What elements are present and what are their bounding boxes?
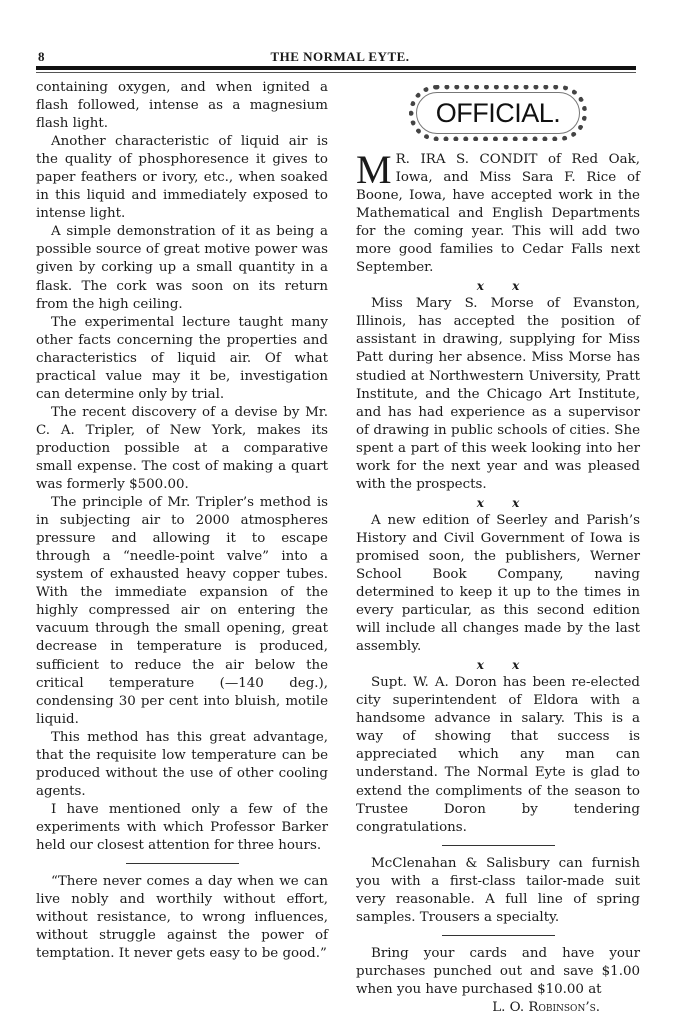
official-ornament-frame	[409, 85, 587, 141]
paragraph: The recent discovery of a devise by Mr. C. A. Tripler, of New York, makes its production possible at a comparative small expense. The cost of making a quart was formerly $500.00.	[36, 404, 328, 493]
running-title: THE NORMAL EYTE.	[270, 49, 410, 64]
paragraph: I have mentioned only a few of the experiments with which Professor Barker held our closest attention for three hours.	[36, 801, 328, 853]
paragraph: A new edition of Seerley and Parish’s History and Civil Government of Iowa is promised soon, the publishers, Werner School Book Company, naving determined to keep it up to the times in every particular, as this second edition will include all changes made by the last assembly.	[356, 512, 640, 655]
paragraph: Supt. W. A. Doron has been re-elected city superintendent of Eldora with a handsome advance in salary. This is a way of showing that success is appreciated which any man can understand. The Normal Eyte is glad to extend the compliments of the season to Trustee Doron by tendering congratulations.	[356, 675, 640, 835]
section-separator: x x	[476, 495, 532, 510]
drop-cap: M	[356, 147, 392, 192]
paragraph: containing oxygen, and when ignited a flash followed, intense as a magnesium flash light.	[36, 80, 328, 132]
ad-signature: L. O. Robinson’s.	[492, 999, 600, 1015]
header-rule-thick	[36, 66, 636, 70]
paragraph: The experimental lecture taught many other facts concerning the properties and characteristics of liquid air. Of what practical value may it be, investigation can determine only by trial.	[36, 314, 328, 402]
header-rule-thin	[36, 72, 636, 73]
section-divider	[442, 845, 555, 846]
paragraph-text: R. IRA S. CONDIT of Red Oak, Iowa, and Miss Sara F. Rice of Boone, Iowa, have accepted work in the Mathematical and English Departments for the coming year. This will add two more good families to Cedar Falls next September.	[356, 152, 640, 276]
page-number: 8	[38, 49, 45, 64]
ad-paragraph: McClenahan & Salisbury can furnish you with a first-class tailor-made suit very reasonable. A full line of spring samples. Trousers a specialty.	[356, 855, 640, 925]
section-separator: x x	[476, 658, 532, 673]
section-separator: x x	[476, 279, 532, 294]
section-divider	[442, 935, 555, 936]
paragraph: This method has this great advantage, that the requisite low temperature can be produced without the use of other cooling agents.	[36, 729, 328, 799]
section-divider	[126, 863, 239, 864]
paragraph: Another characteristic of liquid air is the quality of phosphoresence it gives to paper feathers or ivory, etc., when soaked in this liquid and immediately exposed to intense light.	[36, 134, 328, 222]
section-title: OFFICIAL.	[435, 97, 561, 128]
left-column	[36, 79, 328, 963]
paragraph: Miss Mary S. Morse of Evanston, Illinois, has accepted the position of assistant in drawing, supplying for Miss Patt during her absence. Miss Morse has studied at Northwestern University, Pratt Institute, and the Chicago Art Institute, and has had experience as a supervisor of drawing in public schools of cities. She spent a part of this week looking into her work for the next year and was pleased with the prospects.	[356, 296, 640, 492]
paragraph: A simple demonstration of it as being a possible source of great motive power was given by corking up a small quantity in a flask. The cork was soon on its return from the high ceiling.	[36, 224, 328, 312]
paragraph-dropcap	[356, 147, 640, 277]
right-column	[356, 79, 640, 1017]
ad-paragraph: Bring your cards and have your purchases punched out and save $1.00 when you have purchased $10.00 at	[356, 945, 640, 997]
quote-paragraph: “There never comes a day when we can live nobly and worthily without effort, without resistance, to wrong influences, without struggle against the power of temptation. It never gets easy to be good.”	[36, 874, 328, 962]
paragraph: The principle of Mr. Tripler’s method is in subjecting air to 2000 atmospheres pressure and allowing it to escape through a “needle-point valve” into a system of exhausted heavy copper tubes. With the immediate expansion of the highly compressed air on entering the vacuum through the small opening, great decrease in temperature is produced, sufficient to reduce the air below the critical temperature (—140 deg.), condensing 30 per cent into bluish, motile liquid.	[36, 495, 328, 727]
